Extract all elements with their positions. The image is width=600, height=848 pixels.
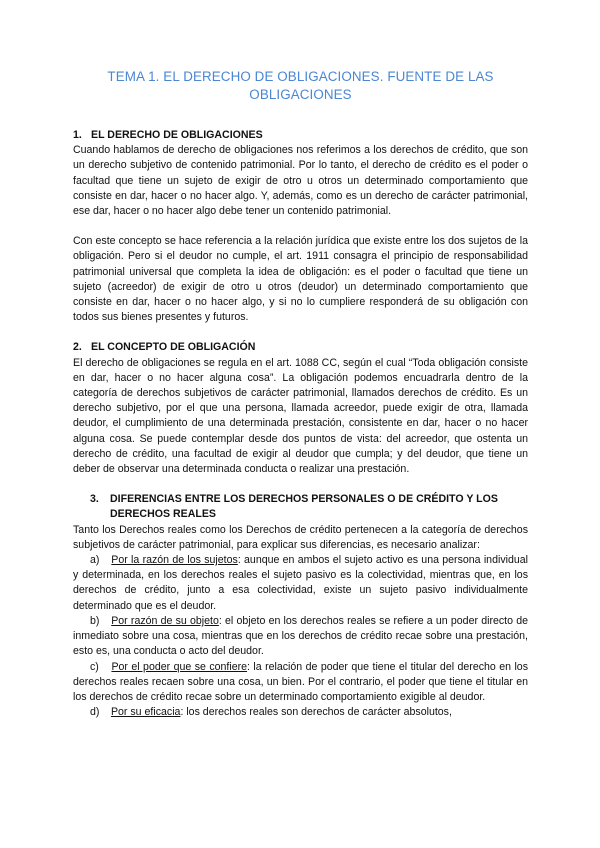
section-1-paragraph-1: Cuando hablamos de derecho de obligaciones nos referimos a los derechos de crédito, que son un derecho subjetivo de contenido patrimonial. Por lo tanto, el derecho de crédito es el poder o facultad que tiene un sujeto de exigir de otro u otros un determinado comportamiento que consiste en dar, hacer o no hacer algo. Y, además, como es un derecho de carácter patrimonial, ese dar, hacer o no hacer algo debe tener un contenido patrimonial. <box>73 144 528 218</box>
section-3-title: DIFERENCIAS ENTRE LOS DERECHOS PERSONALES O DE CRÉDITO Y LOS DERECHOS REALES <box>110 493 498 521</box>
list-item-a-text: : aunque en ambos el sujeto activo es una persona individual y determinada, en los derechos reales el sujeto pasivo es la colectividad, mientras que, en los derechos de crédito, junto a esa colectividad, existe un sujeto pasivo individualmente determinado que es el deudor. <box>73 554 528 612</box>
section-2-title: EL CONCEPTO DE OBLIGACIÓN <box>91 341 256 354</box>
list-item-d <box>73 705 528 720</box>
list-item-d-label: d) <box>90 706 100 719</box>
section-1-title: EL DERECHO DE OBLIGACIONES <box>91 129 263 141</box>
section-1-number: 1. <box>73 129 82 141</box>
title-line-1: TEMA 1. EL DERECHO DE OBLIGACIONES. FUENTE DE LAS <box>107 69 494 84</box>
section-2-paragraph-1: El derecho de obligaciones se regula en el art. 1088 CC, según el cual “Toda obligación consiste en dar, hacer o no hacer alguna cosa”. La obligación podemos encuadrarla dentro de la categoría de derechos subjetivos de carácter patrimonial, llamados derechos de crédito. Es un derecho subjetivo, por el que una persona, llamada acreedor, puede exigir de otra, llamada deudor, el cumplimiento de una determinada prestación, consistente en dar, hacer o no hacer alguna cosa. Se puede contemplar desde dos puntos de vista: del acreedor, que ostenta un derecho de crédito, una facultad de exigir al deudor que cumpla; y del deudor, que tiene un deber de observar una determinada conducta o realizar una prestación. <box>73 356 528 476</box>
list-item-d-title: Por su eficacia <box>110 706 181 719</box>
section-2-heading <box>73 340 528 355</box>
list-item-d-text: : los derechos reales son derechos de carácter absolutos, <box>180 706 452 719</box>
document-title <box>73 68 528 104</box>
section-3-heading <box>73 492 528 522</box>
list-item-c <box>73 660 528 706</box>
section-1 <box>73 128 528 325</box>
list-item-b-title: Por razón de su objeto <box>111 614 219 627</box>
list-item-c-text: : la relación de poder que tiene el titular del derecho en los derechos reales recaen sobre una cosa, un bien. Por el contrario, el poder que tiene el titular en los derechos de crédito recae sobre un determinado comportamiento exigible al deudor. <box>73 660 528 703</box>
title-line-2: OBLIGACIONES <box>249 87 352 102</box>
list-item-a <box>73 553 528 614</box>
section-3-number: 3. <box>90 493 99 506</box>
list-item-c-label: c) <box>90 660 99 673</box>
section-2-number: 2. <box>73 341 82 354</box>
section-3-intro: Tanto los Derechos reales como los Derechos de crédito pertenecen a la categoría de derechos subjetivos de carácter patrimonial, para explicar sus diferencias, es necesario analizar: <box>73 523 528 551</box>
list-item-c-title: Por el poder que se confiere <box>111 660 248 673</box>
section-3 <box>73 492 528 720</box>
list-item-b <box>73 614 528 660</box>
section-1-heading <box>73 128 528 143</box>
section-2 <box>73 340 528 477</box>
section-1-paragraph-2: Con este concepto se hace referencia a la relación jurídica que existe entre los dos sujetos de la obligación. Pero si el deudor no cumple, el art. 1911 consagra el principio de responsabilidad patrimonial universal que completa la idea de obligación: es el poder o facultad que tiene un sujeto (acreedor) de exigir de otro u otros (deudor) un determinado comportamiento que consiste en dar, hacer o no hacer algo, y si no lo cumpliere responderá de su obligación con todos sus bienes presentes y futuros. <box>73 235 528 324</box>
list-item-a-label: a) <box>90 554 100 567</box>
list-item-b-text: : el objeto en los derechos reales se refiere a un poder directo de inmediato sobre una cosa, mientras que en los derechos de crédito recae sobre una prestación, esto es, una conducta o acto del deudor. <box>73 614 528 658</box>
list-item-a-title: Por la razón de los sujetos <box>111 554 238 567</box>
list-item-b-label: b) <box>90 614 100 627</box>
